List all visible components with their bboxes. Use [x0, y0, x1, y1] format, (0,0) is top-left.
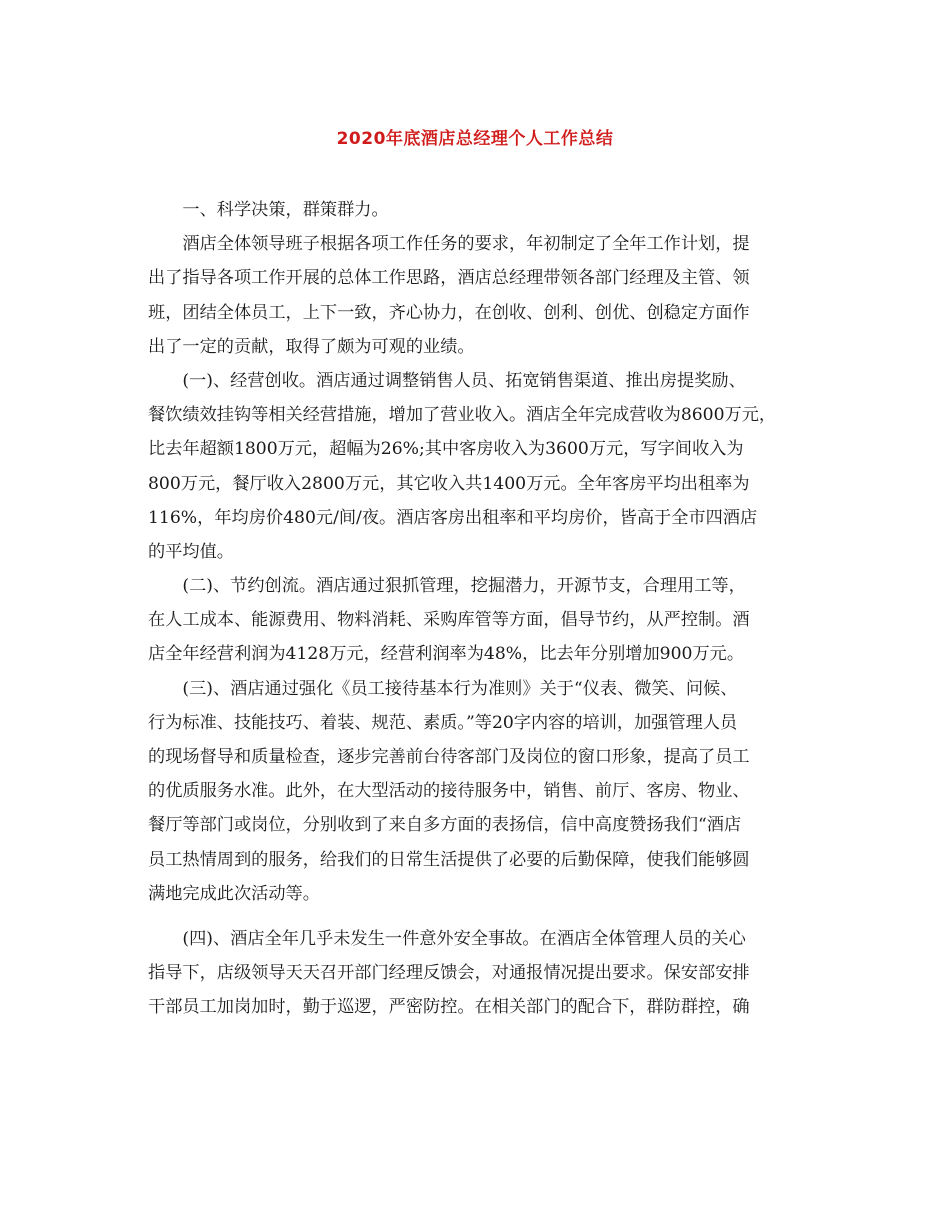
body-line: 餐厅等部门或岗位，分别收到了来自多方面的表扬信，信中高度赞扬我们“酒店: [148, 815, 742, 836]
body-line: 行为标准、技能技巧、着装、规范、素质。”等20字内容的培训，加强管理人员: [148, 712, 738, 733]
body-line: (二)、节约创流。酒店通过狠抓管理，挖掘潜力，开源节支，合理用工等，: [148, 576, 746, 597]
body-line: 店全年经营利润为4128万元，经营利润率为48%，比去年分别增加900万元。: [148, 644, 745, 665]
body-line: 指导下，店级领导天天召开部门经理反馈会，对通报情况提出要求。保安部安排: [148, 963, 750, 984]
body-line: 比去年超额1800万元，超幅为26%;其中客房收入为3600万元，写字间收入为: [148, 439, 744, 460]
body-line: 800万元，餐厅收入2800万元，其它收入共1400万元。全年客房平均出租率为: [148, 473, 750, 494]
body-line: 一、科学决策，群策群力。: [148, 200, 389, 220]
body-line: 的现场督导和质量检查，逐步完善前台待客部门及岗位的窗口形象，提高了员工: [148, 747, 750, 767]
body-line: 出了指导各项工作开展的总体工作思路，酒店总经理带领各部门经理及主管、领: [148, 268, 750, 289]
body-line: 的优质服务水准。此外，在大型活动的接待服务中，销售、前厅、客房、物业、: [148, 781, 750, 802]
document-title: 2020年底酒店总经理个人工作总结: [336, 129, 614, 149]
body-line: 116%，年均房价480元/间/夜。酒店客房出租率和平均房价，皆高于全市四酒店: [148, 507, 758, 528]
body-line: 在人工成本、能源费用、物料消耗、采购库管等方面，倡导节约，从严控制。酒: [148, 610, 750, 631]
body-line: 餐饮绩效挂钩等相关经营措施，增加了营业收入。酒店全年完成营收为8600万元，: [148, 405, 777, 426]
body-line: 班，团结全体员工，上下一致，齐心协力，在创收、创利、创优、创稳定方面作: [148, 302, 750, 323]
body-line: 出了一定的贡献，取得了颇为可观的业绩。: [148, 336, 475, 357]
body-line: (四)、酒店全年几乎未发生一件意外安全事故。在酒店全体管理人员的关心: [148, 928, 746, 949]
paragraph-gap: [148, 911, 816, 922]
body-line: 干部员工加岗加时，勤于巡逻，严密防控。在相关部门的配合下，群防群控，确: [148, 997, 750, 1018]
body-line: 酒店全体领导班子根据各项工作任务的要求，年初制定了全年工作计划，提: [148, 234, 750, 255]
body-line: 的平均值。: [148, 541, 234, 562]
body-line: (一)、经营创收。酒店通过调整销售人员、拓宽销售渠道、推出房提奖励、: [148, 370, 746, 391]
document-body: [148, 193, 816, 1025]
body-line: 员工热情周到的服务，给我们的日常生活提供了必要的后勤保障，使我们能够圆: [148, 849, 750, 870]
body-line: 满地完成此次活动等。: [148, 883, 320, 904]
body-line: (三)、酒店通过强化《员工接待基本行为准则》关于“仪表、微笑、问候、: [148, 678, 738, 699]
